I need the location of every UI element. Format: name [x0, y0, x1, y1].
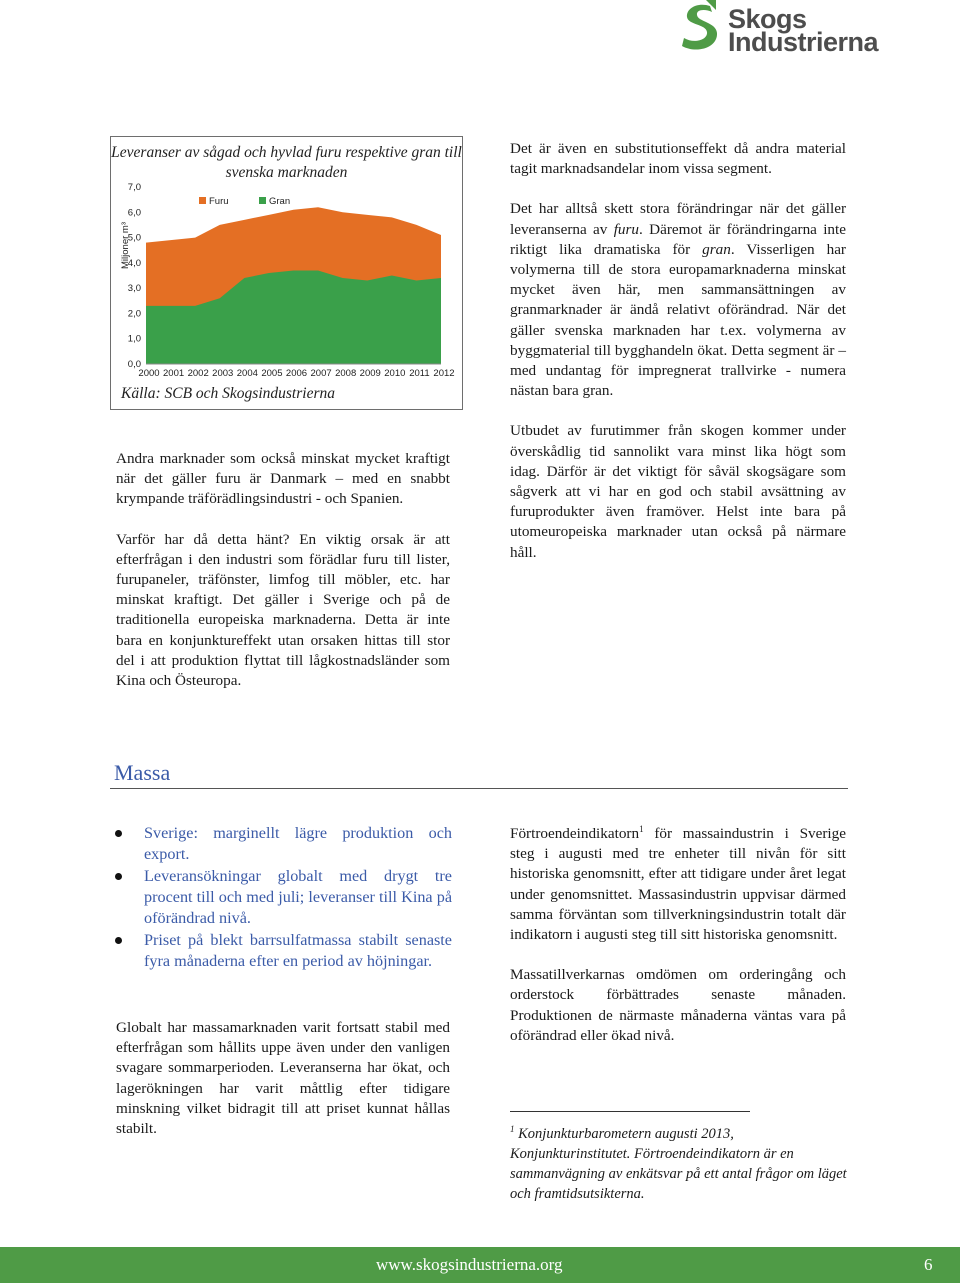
bullet-icon — [115, 937, 122, 944]
paragraph-why: Varför har då detta hänt? En viktig orsak är att efterfrågan i den industri som förädlar furu till lister, furupaneler, träfönster, limfog till möbler, etc. har minskat kraftigt. Det gäller i Sverige och på de traditionella europeiska marknaderna. Detta är inte bara en konjunktureffekt utan orsaken hittas till stor del i att produktion flyttat till lågkostnadsländer som Kina och Östeuropa. — [116, 530, 450, 690]
bullet-icon — [115, 873, 122, 880]
paragraph-indicator: Förtroendeindikatorn$^1$ för massaindustrin i Sverige steg i augusti med tre enheter till nivån för sitt historiska genomsnitt, efter att tidigare under året legat under genomsnittet. Massasindustrin uppvisar därmed samma förväntan som tillverkningsindustrin totalt där indikatorn i augusti steg till sitt historiska genomsnitt. — [510, 823, 846, 944]
y-tick-label: 2,0 — [127, 308, 141, 320]
paragraph-markets: Andra marknader som också minskat mycket kraftigt när det gäller furu är Danmark – med en snabbt krympande träförädlingsindustri - och Spanien. — [116, 450, 450, 508]
x-tick-label: 2006 — [285, 368, 308, 379]
paragraph-supply: Utbudet av furutimmer från skogen kommer under överskådlig tid sannolikt vara minst lika högt som idag. Därför är det viktigt för såväl skogsägare som sågverk att vi har en god och stabil avsättning av furuprodukter även framöver. Helst inte bara på utomeuropeiska marknader utan också på närmare håll. — [510, 422, 846, 561]
emph-furu: furu — [613, 220, 640, 238]
x-tick-label: 2005 — [261, 368, 283, 379]
list-item: Sverige: marginellt lägre produktion och export. — [112, 823, 452, 865]
footnote: $^1$ Konjunkturbarometern augusti 2013, Konjunkturinstitutet. Förtroendeindikatorn är en sammanvägning av enkätsvar på ett antal frågor om läget och framtidsutsikterna. — [510, 1124, 847, 1202]
y-axis-label: Miljoner m³ — [120, 222, 131, 269]
footer-bar — [0, 1247, 960, 1283]
x-tick-label: 2003 — [212, 368, 234, 379]
x-tick-label: 2000 — [138, 368, 160, 379]
y-tick-label: 3,0 — [127, 283, 141, 295]
logo-wordmark-line1: Skogs — [728, 4, 807, 34]
left-text-column — [116, 449, 450, 711]
x-tick-label: 2001 — [163, 368, 185, 379]
chart-panel — [110, 136, 463, 410]
logo-mark-icon — [676, 0, 728, 58]
list-item: Priset på blekt barrsulfatmassa stabilt senaste fyra månaderna efter en period av höjningar. — [112, 930, 452, 972]
massa-left-paragraph: Globalt har massamarknaden varit fortsatt stabil med efterfrågan som hållits uppe även under den vanligen svagare sommarperioden. Leveranserna har ökat, och lagerökningen har varit måttlig efter tidigare minskning vilket bidragit till att priset kunnat hållas stabilt. — [116, 1019, 450, 1138]
y-tick-label: 0,0 — [127, 359, 141, 370]
y-tick-label: 5,0 — [127, 232, 141, 244]
paragraph-substitution: Det är även en substitutionseffekt då andra material tagit marknadsandelar inom vissa segment. — [510, 140, 846, 178]
skogsindustrierna-logo — [676, 0, 886, 58]
section-title: Massa — [114, 760, 171, 785]
list-item: Leveransökningar globalt med drygt tre procent till och med juli; leveranser till Kina på oförändrad nivå. — [112, 866, 452, 929]
x-tick-label: 2002 — [187, 368, 209, 379]
y-tick-label: 6,0 — [127, 207, 141, 219]
x-tick-label: 2010 — [384, 368, 406, 379]
paragraph-changes: Det har alltså skett stora förändringar när det gäller leveranserna av furu. Däremot är förändringarna inte riktigt lika dramatiska för gran. Visserligen har volymerna till de stora europamarknaderna minskat mycket även här, men sammansättningen av granmarknader är ändå relativt oförändrad. När det gäller svenska marknaden har t.ex. volymerna av byggmaterial till bygghandeln ökat. Detta segment är – med undantag för impregnerat trallvirke - numera nästan bara gran. — [510, 200, 846, 400]
chart-title: Leveranser av sågad och hyvlad furu respektive gran till svenska marknaden — [111, 144, 462, 181]
legend-swatch-gran — [259, 197, 266, 204]
y-tick-label: 1,0 — [127, 333, 141, 345]
footnote-ref: 1 — [639, 823, 644, 834]
area-chart — [111, 137, 462, 409]
x-tick-label: 2004 — [236, 368, 258, 379]
x-tick-label: 2011 — [409, 368, 430, 379]
legend-swatch-furu — [199, 197, 206, 204]
y-tick-label: 4,0 — [127, 257, 141, 269]
bullet-list — [112, 823, 452, 973]
section-divider — [110, 788, 848, 789]
footnote-divider — [510, 1111, 750, 1112]
logo-wordmark-line2: Industrierna — [728, 27, 879, 57]
bullet-icon — [115, 830, 122, 837]
legend-label-gran: Gran — [269, 196, 291, 207]
right-text-column — [510, 139, 846, 583]
footer-link[interactable]: www.skogsindustrierna.org — [376, 1255, 563, 1274]
x-tick-label: 2008 — [335, 368, 357, 379]
x-tick-label: 2007 — [310, 368, 332, 379]
x-tick-label: 2009 — [359, 368, 381, 379]
paragraph-orders: Massatillverkarnas omdömen om orderingång och orderstock förbättrades senaste månaden. Produktionen de närmaste månaderna väntas vara på oförändrad eller ökad nivå. — [510, 966, 846, 1044]
y-tick-label: 7,0 — [127, 182, 141, 193]
x-tick-label: 2012 — [433, 368, 455, 379]
massa-right-column — [510, 824, 846, 1066]
chart-source: Källa: SCB och Skogsindustrierna — [121, 385, 335, 402]
legend-label-furu: Furu — [209, 196, 229, 207]
emph-gran: gran — [702, 240, 731, 258]
page-number: 6 — [924, 1255, 933, 1274]
